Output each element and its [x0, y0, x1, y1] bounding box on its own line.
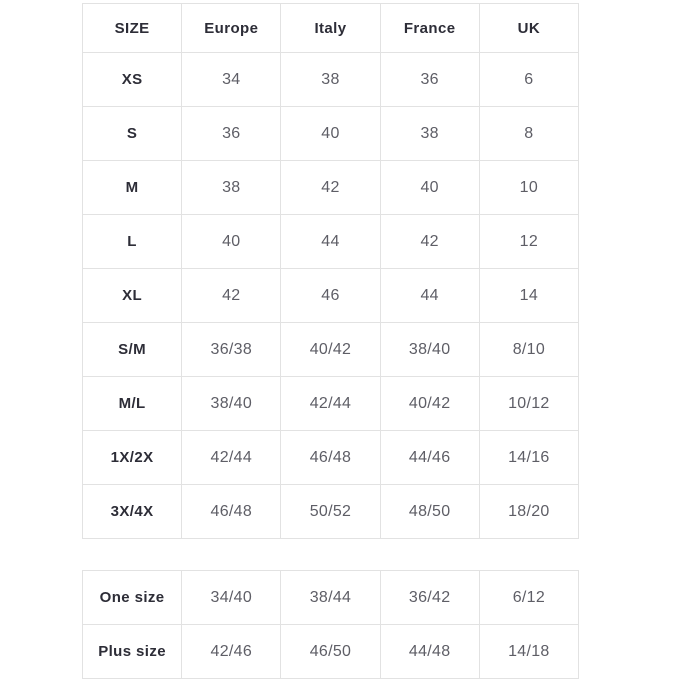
- size-label-cell: M: [83, 161, 182, 215]
- value-cell-italy: 46/48: [281, 431, 380, 485]
- table-row-ml: [83, 377, 579, 431]
- value-cell-uk: 8: [479, 107, 578, 161]
- value-cell-italy: 38/44: [281, 571, 380, 625]
- header-cell-size: SIZE: [83, 4, 182, 53]
- table-row-plus-size: [83, 625, 579, 679]
- value-cell-france: 40/42: [380, 377, 479, 431]
- value-cell-italy: 46: [281, 269, 380, 323]
- table-row-3x4x: [83, 485, 579, 539]
- value-cell-europe: 42/44: [182, 431, 281, 485]
- size-label-cell: S: [83, 107, 182, 161]
- value-cell-uk: 10: [479, 161, 578, 215]
- value-cell-france: 44/48: [380, 625, 479, 679]
- value-cell-italy: 42/44: [281, 377, 380, 431]
- size-label-cell: Plus size: [83, 625, 182, 679]
- value-cell-europe: 34/40: [182, 571, 281, 625]
- table-row-xl: [83, 269, 579, 323]
- table-row-1x2x: [83, 431, 579, 485]
- value-cell-uk: 14/18: [479, 625, 578, 679]
- table-row-l: [83, 215, 579, 269]
- size-label-cell: M/L: [83, 377, 182, 431]
- value-cell-uk: 14: [479, 269, 578, 323]
- value-cell-europe: 42/46: [182, 625, 281, 679]
- value-cell-uk: 6: [479, 53, 578, 107]
- one-size-plus-size-table: [82, 570, 579, 679]
- table-row-s: [83, 107, 579, 161]
- value-cell-europe: 38: [182, 161, 281, 215]
- value-cell-france: 36: [380, 53, 479, 107]
- value-cell-uk: 10/12: [479, 377, 578, 431]
- size-conversion-table: [82, 3, 579, 539]
- value-cell-italy: 40: [281, 107, 380, 161]
- value-cell-france: 42: [380, 215, 479, 269]
- size-label-cell: S/M: [83, 323, 182, 377]
- size-label-cell: L: [83, 215, 182, 269]
- value-cell-europe: 38/40: [182, 377, 281, 431]
- value-cell-italy: 46/50: [281, 625, 380, 679]
- value-cell-uk: 12: [479, 215, 578, 269]
- value-cell-italy: 40/42: [281, 323, 380, 377]
- size-label-cell: One size: [83, 571, 182, 625]
- value-cell-france: 40: [380, 161, 479, 215]
- value-cell-uk: 8/10: [479, 323, 578, 377]
- size-label-cell: 3X/4X: [83, 485, 182, 539]
- size-label-cell: XS: [83, 53, 182, 107]
- value-cell-italy: 38: [281, 53, 380, 107]
- value-cell-europe: 34: [182, 53, 281, 107]
- header-cell-france: France: [380, 4, 479, 53]
- value-cell-uk: 14/16: [479, 431, 578, 485]
- table-row-xs: [83, 53, 579, 107]
- table-row-sm: [83, 323, 579, 377]
- value-cell-italy: 50/52: [281, 485, 380, 539]
- value-cell-europe: 36: [182, 107, 281, 161]
- size-label-cell: XL: [83, 269, 182, 323]
- value-cell-europe: 40: [182, 215, 281, 269]
- value-cell-europe: 36/38: [182, 323, 281, 377]
- value-cell-france: 38: [380, 107, 479, 161]
- table-row-one-size: [83, 571, 579, 625]
- value-cell-france: 48/50: [380, 485, 479, 539]
- header-cell-europe: Europe: [182, 4, 281, 53]
- value-cell-france: 38/40: [380, 323, 479, 377]
- value-cell-france: 36/42: [380, 571, 479, 625]
- value-cell-uk: 6/12: [479, 571, 578, 625]
- value-cell-france: 44/46: [380, 431, 479, 485]
- value-cell-europe: 46/48: [182, 485, 281, 539]
- header-cell-italy: Italy: [281, 4, 380, 53]
- header-cell-uk: UK: [479, 4, 578, 53]
- value-cell-italy: 42: [281, 161, 380, 215]
- value-cell-uk: 18/20: [479, 485, 578, 539]
- value-cell-italy: 44: [281, 215, 380, 269]
- value-cell-europe: 42: [182, 269, 281, 323]
- value-cell-france: 44: [380, 269, 479, 323]
- size-label-cell: 1X/2X: [83, 431, 182, 485]
- table-row-m: [83, 161, 579, 215]
- header-row: [83, 4, 579, 53]
